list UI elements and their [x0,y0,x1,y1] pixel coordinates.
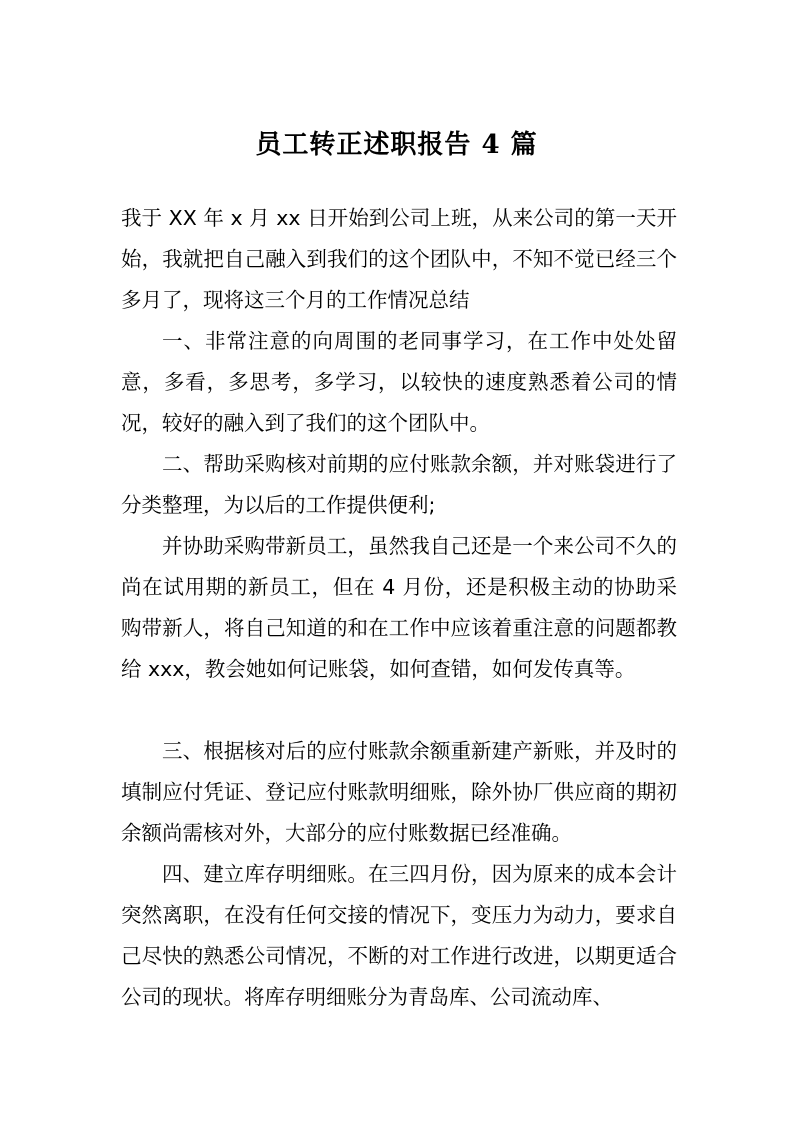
document-title: 员工转正述职报告 4 篇 [255,130,538,160]
paragraph-intro: 我于 XX 年 x 月 xx 日开始到公司上班，从来公司的第一天开始，我就把自己融入到我们的这个团队中，不知不觉已经三个多月了，现将这三个月的工作情况总结 [121,206,677,312]
paragraph-section-1: 一、非常注意的向周围的老同事学习，在工作中处处留意，多看，多思考，多学习，以较快的速度熟悉着公司的情况，较好的融入到了我们的这个团队中。 [121,329,677,435]
paragraph-section-4: 四、建立库存明细账。在三四月份，因为原来的成本会计突然离职，在没有任何交接的情况下，变压力为动力，要求自己尽快的熟悉公司情况，不断的对工作进行改进，以期更适合公司的现状。将库存明细账分为青岛库、公司流动库、 [121,862,677,1009]
paragraph-section-2: 二、帮助采购核对前期的应付账款余额，并对账袋进行了分类整理，为以后的工作提供便利; [121,452,677,517]
paragraph-section-2-continued: 并协助采购带新员工，虽然我自己还是一个来公司不久的尚在试用期的新员工，但在 4 月份，还是积极主动的协助采购带新人，将自己知道的和在工作中应该着重注意的问题都教给 xxx，教会她如何记账袋，如何查错，如何发传真等。 [121,534,677,681]
blank-line [121,690,677,731]
paragraph-section-3: 三、根据核对后的应付账款余额重新建产新账，并及时的填制应付凭证、登记应付账款明细账，除外协厂供应商的期初余额尚需核对外，大部分的应付账数据已经准确。 [121,739,677,845]
document-body [121,198,677,1018]
